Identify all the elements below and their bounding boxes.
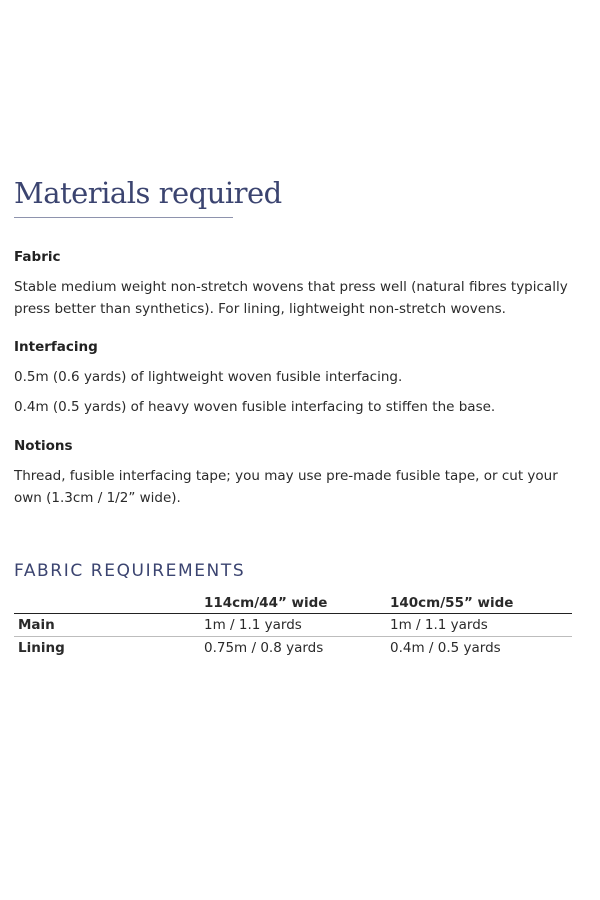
page-title: Materials required (14, 176, 282, 210)
cell-lining-114: 0.75m / 0.8 yards (204, 640, 324, 656)
fabric-requirements-title: FABRIC REQUIREMENTS (14, 561, 246, 581)
table-header-blank (14, 593, 204, 614)
table-row (14, 614, 572, 637)
table-header-row (14, 593, 572, 614)
interfacing-heading: Interfacing (14, 339, 98, 355)
table-row (14, 637, 572, 660)
interfacing-line-1: 0.5m (0.6 yards) of lightweight woven fusible interfacing. (14, 369, 403, 385)
title-underline (14, 217, 233, 218)
fabric-requirements-table (14, 593, 572, 659)
fabric-description: Stable medium weight non-stretch wovens that press well (natural fibres typically press better than synthetics). For lining, lightweight non-stretch wovens. (14, 279, 568, 317)
cell-main-140: 1m / 1.1 yards (390, 614, 572, 637)
table-header-140cm: 140cm/55” wide (390, 593, 572, 614)
cell-lining-140: 0.4m / 0.5 yards (390, 640, 501, 656)
table-header-114cm: 114cm/44” wide (204, 593, 390, 614)
interfacing-line-2: 0.4m (0.5 yards) of heavy woven fusible interfacing to stiffen the base. (14, 399, 496, 415)
notions-description: Thread, fusible interfacing tape; you may use pre-made fusible tape, or cut your own (1.3cm / 1/2” wide). (14, 468, 558, 506)
materials-content (14, 247, 572, 509)
row-label-lining: Lining (18, 640, 65, 656)
fabric-heading: Fabric (14, 249, 61, 265)
cell-main-114: 1m / 1.1 yards (204, 614, 390, 637)
notions-heading: Notions (14, 438, 73, 454)
row-label-main: Main (14, 614, 204, 637)
